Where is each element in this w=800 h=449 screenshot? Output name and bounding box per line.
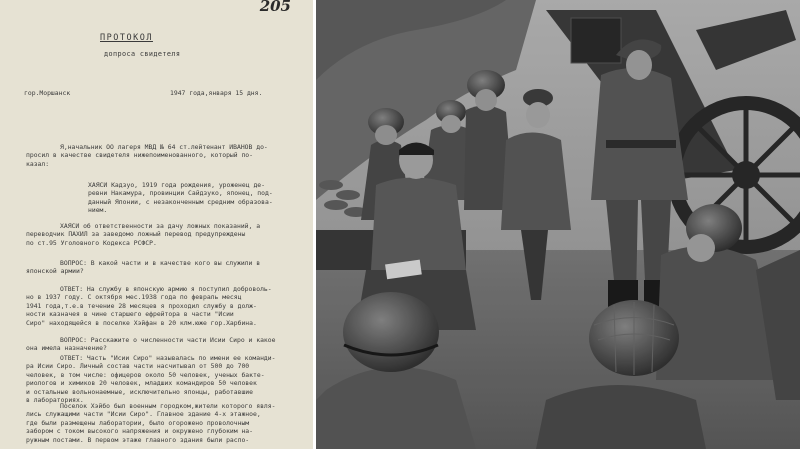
- document-line: японской армии?: [26, 267, 84, 276]
- document-line: в лабораториях.: [26, 396, 84, 404]
- document-subtitle: допроса свидетеля: [104, 50, 181, 58]
- document-line: где были размещены лаборатории, было огорожено проволочным: [26, 418, 250, 427]
- document-line: ХАЯСИ об ответственности за дачу ложных показаний, а: [60, 222, 261, 230]
- document-line: ности казначея в чине старшего ефрейтора в части "Исии: [26, 310, 234, 319]
- photo-illustration: [316, 0, 800, 449]
- document-line: ружным постами. В первом этаже главного здания были распо-: [26, 435, 250, 444]
- document-line: ОТВЕТ: Часть "Исии Сиро" называлась по имени ее команди-: [60, 354, 276, 362]
- document-line: ОТВЕТ: На службу в японскую армию я поступил доброволь-: [60, 285, 272, 293]
- document-line: лись служащими части "Исии Сиро". Главное здание 4-х этажное,: [26, 410, 261, 419]
- document-title: ПРОТОКОЛ: [100, 33, 153, 43]
- document-line: ВОПРОС: В какой части и в качестве кого вы служили в: [60, 259, 261, 267]
- document-date: 1947 года,января 15 дня.: [170, 89, 263, 97]
- document-line: ра Исии Сиро. Личный состав части насчитывал от 500 до 700: [26, 362, 250, 371]
- document-line: казал:: [26, 159, 50, 168]
- document-line: и остальные вольнонаемные, исключительно японцы, работавшие: [26, 387, 254, 396]
- document-line: нием.: [88, 206, 108, 215]
- document-line: забором с током высокого напряжения и окружено глубоким на-: [26, 427, 254, 436]
- interrogation-protocol-document: [0, 0, 313, 449]
- document-line: риологов и химиков 20 человек, младших командиров 50 человек: [26, 379, 257, 388]
- handwritten-page-number: 205: [259, 0, 291, 15]
- document-line: она имела назначение?: [26, 344, 107, 353]
- document-place: гор.Моршанск: [24, 89, 71, 97]
- document-line: Сиро" находящейся в поселке Хэйфан в 20 клм.юже гор.Харбина.: [26, 318, 257, 327]
- photo-vignette: [316, 0, 800, 449]
- document-line: ХАЯСИ Кадзуо, 1919 года рождения, уроженец де-: [88, 181, 265, 189]
- document-line: ревни Накамура, провинции Сайдзуко, японец, под-: [88, 189, 273, 198]
- document-line: ВОПРОС: Расскажите о численности части Исии Сиро и какое: [60, 336, 276, 344]
- document-line: но в 1937 году. С октября мес.1938 года по февраль месяц: [26, 293, 242, 302]
- document-line: по ст.95 Уголовного Кодекса РСФСР.: [26, 238, 157, 247]
- document-line: Поселок Хэйбо был военным городком,жители которого явля-: [60, 402, 276, 410]
- document-line: Я,начальник ОО лагеря МВД № 64 ст.лейтенант ИВАНОВ до-: [60, 143, 268, 151]
- soldiers-photograph: [316, 0, 800, 449]
- document-line: переводчик ПАХИЛ за заведомо ложный перевод предупреждены: [26, 230, 246, 239]
- document-line: человек, в том числе: офицеров около 50 человек, ученых бакте-: [26, 370, 265, 379]
- document-line: 1941 года,т.е.в течение 28 месяцев я проходил службу в долж-: [26, 301, 257, 310]
- document-line: данный Японии, с незаконченным средним образова-: [88, 197, 273, 206]
- document-line: просил в качестве свидетеля нижепоименованного, который по-: [26, 151, 254, 160]
